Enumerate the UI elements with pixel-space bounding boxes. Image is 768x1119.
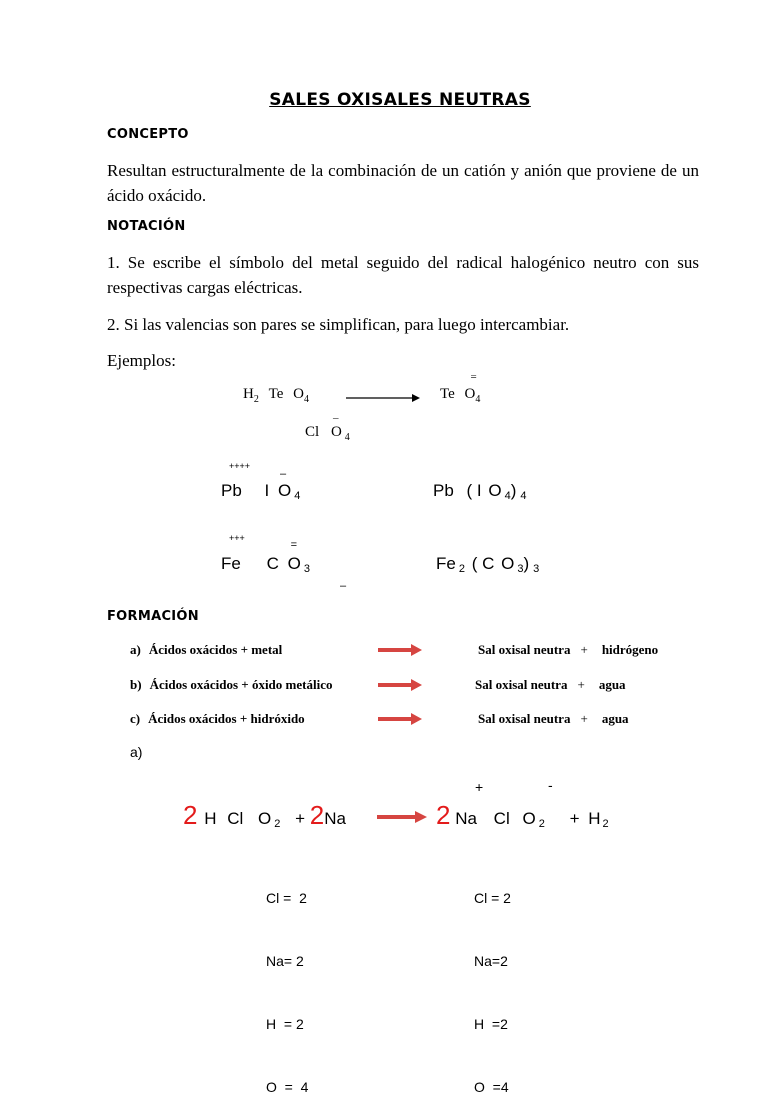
formacion-reactants [130, 642, 282, 658]
ejemplos-label: Ejemplos: [107, 351, 176, 370]
notacion-heading: NOTACIÓN [107, 219, 186, 234]
o-symbol: $O_4$ = [464, 371, 481, 405]
product-text: Sal oxisal neutra [475, 677, 568, 692]
o-subscript: 4 [344, 432, 350, 443]
coefficient: 2 [183, 800, 198, 830]
formacion-arrow [378, 712, 424, 726]
coefficient: 2 [309, 800, 325, 830]
plus-sign: + [295, 809, 306, 828]
byproduct-text: agua [601, 711, 629, 726]
concepto-heading: CONCEPTO [107, 127, 189, 142]
o-subscript: 2 [538, 818, 545, 830]
example-3-product [433, 481, 527, 501]
te-symbol: Te [440, 386, 455, 402]
charge-mark: = [290, 539, 298, 551]
charge-mark: – [332, 412, 339, 424]
left-atom-count [266, 846, 308, 1119]
clo2-charge-minus: - [548, 777, 553, 793]
o-subscript: 4 [475, 394, 481, 405]
na-symbol: Na [455, 809, 477, 828]
example-4-reactant [221, 539, 310, 575]
count-line: H = 2 [266, 1016, 304, 1032]
count-line: O = 4 [266, 1079, 309, 1095]
plus-sign: + [569, 809, 580, 828]
formacion-arrow [378, 678, 424, 692]
count-line: Na= 2 [266, 953, 304, 969]
reaction-equation-right [436, 800, 609, 831]
outer-subscript: 4 [520, 490, 527, 502]
count-line: O =4 [474, 1079, 509, 1095]
reaction-label: a) [130, 744, 143, 760]
cl-symbol: Cl [227, 809, 244, 828]
i-symbol: ( I [466, 481, 482, 500]
na-charge-plus: + [475, 779, 484, 795]
formacion-products [478, 642, 658, 658]
example-4-product [436, 554, 539, 574]
reactants-text: Ácidos oxácidos + metal [148, 642, 283, 657]
example-1-reactant [243, 386, 309, 403]
example-3-reactant [221, 468, 301, 502]
o-symbol: O – [330, 412, 342, 440]
byproduct-text: agua [598, 677, 626, 692]
o-symbol: O = [287, 539, 301, 573]
example-1-arrow [346, 392, 420, 404]
o-symbol: O [501, 554, 515, 573]
charge-mark: = [470, 371, 477, 383]
reactants-text: Ácidos oxácidos + hidróxido [148, 711, 305, 726]
notacion-rule-1: 1. Se escribe el símbolo del metal seguido del radical halogénico neutro con sus respectivas cargas eléctricas. [107, 253, 699, 297]
h-symbol: H [204, 809, 217, 828]
item-label: a) [130, 642, 141, 657]
coefficient: 2 [436, 800, 451, 830]
plus-sign: + [577, 677, 585, 692]
te-symbol: Te [268, 386, 284, 402]
example-2 [305, 412, 350, 443]
close-paren: ) [510, 481, 517, 500]
item-label: b) [130, 677, 142, 692]
plus-sign: + [580, 711, 588, 726]
example-1-product [440, 371, 481, 405]
pb-symbol: Pb [221, 481, 242, 500]
stray-charge-mark: – [340, 580, 347, 592]
o-subscript: 4 [504, 490, 511, 502]
cl-symbol: Cl [305, 424, 320, 440]
outer-subscript: 3 [533, 563, 540, 575]
count-line: Na=2 [474, 953, 508, 969]
h-symbol: H [588, 809, 601, 828]
count-line: H =2 [474, 1016, 508, 1032]
o-symbol: O – [278, 468, 292, 500]
o-symbol: O [258, 809, 272, 828]
charge-mark: – [280, 468, 287, 480]
reaction-arrow [377, 810, 429, 824]
cl-symbol: Cl [493, 809, 510, 828]
close-paren: ) [523, 554, 530, 573]
i-symbol: I [264, 481, 270, 500]
formacion-products [475, 677, 626, 693]
item-label: c) [130, 711, 141, 726]
c-symbol: ( C [471, 554, 495, 573]
product-text: Sal oxisal neutra [478, 711, 571, 726]
formacion-products [478, 711, 629, 727]
reactants-text: Ácidos oxácidos + óxido metálico [149, 677, 333, 692]
notacion-rule-2: 2. Si las valencias son pares se simplifican, para luego intercambiar. [107, 315, 570, 334]
page-title: SALES OXISALES NEUTRAS [269, 90, 531, 110]
fe-symbol: Fe [221, 554, 241, 573]
plus-sign: + [580, 642, 588, 657]
byproduct-text: hidrógeno [601, 642, 659, 657]
o-symbol: O [293, 386, 304, 402]
o-subscript: 3 [517, 563, 524, 575]
h-symbol: H [243, 386, 254, 402]
o-subscript: 3 [303, 563, 310, 575]
product-text: Sal oxisal neutra [478, 642, 571, 657]
c-symbol: C [266, 554, 279, 573]
fe-charge: +++ [229, 533, 245, 543]
count-line: Cl = 2 [266, 890, 307, 906]
pb-symbol: Pb [433, 481, 454, 500]
count-line: Cl = 2 [474, 890, 511, 906]
o-subscript: 4 [303, 394, 309, 405]
h-subscript: 2 [253, 394, 259, 405]
na-symbol: Na [324, 809, 346, 828]
right-atom-count [474, 846, 511, 1119]
formacion-heading: FORMACIÓN [107, 609, 199, 624]
o-subscript: 4 [294, 490, 301, 502]
reaction-equation-left [183, 800, 346, 831]
fe-subscript: 2 [458, 563, 465, 575]
fe-symbol: Fe [436, 554, 456, 573]
h-subscript: 2 [602, 818, 609, 830]
formacion-arrow [378, 643, 424, 657]
formacion-reactants [130, 711, 305, 727]
pb-charge: ++++ [229, 461, 251, 471]
o-symbol: O [488, 481, 502, 500]
concepto-text: Resultan estructuralmente de la combinación de un catión y anión que proviene de un ácido oxácido. [107, 161, 699, 205]
o-subscript: 2 [274, 818, 281, 830]
o-symbol: O [522, 809, 536, 828]
formacion-reactants [130, 677, 332, 693]
